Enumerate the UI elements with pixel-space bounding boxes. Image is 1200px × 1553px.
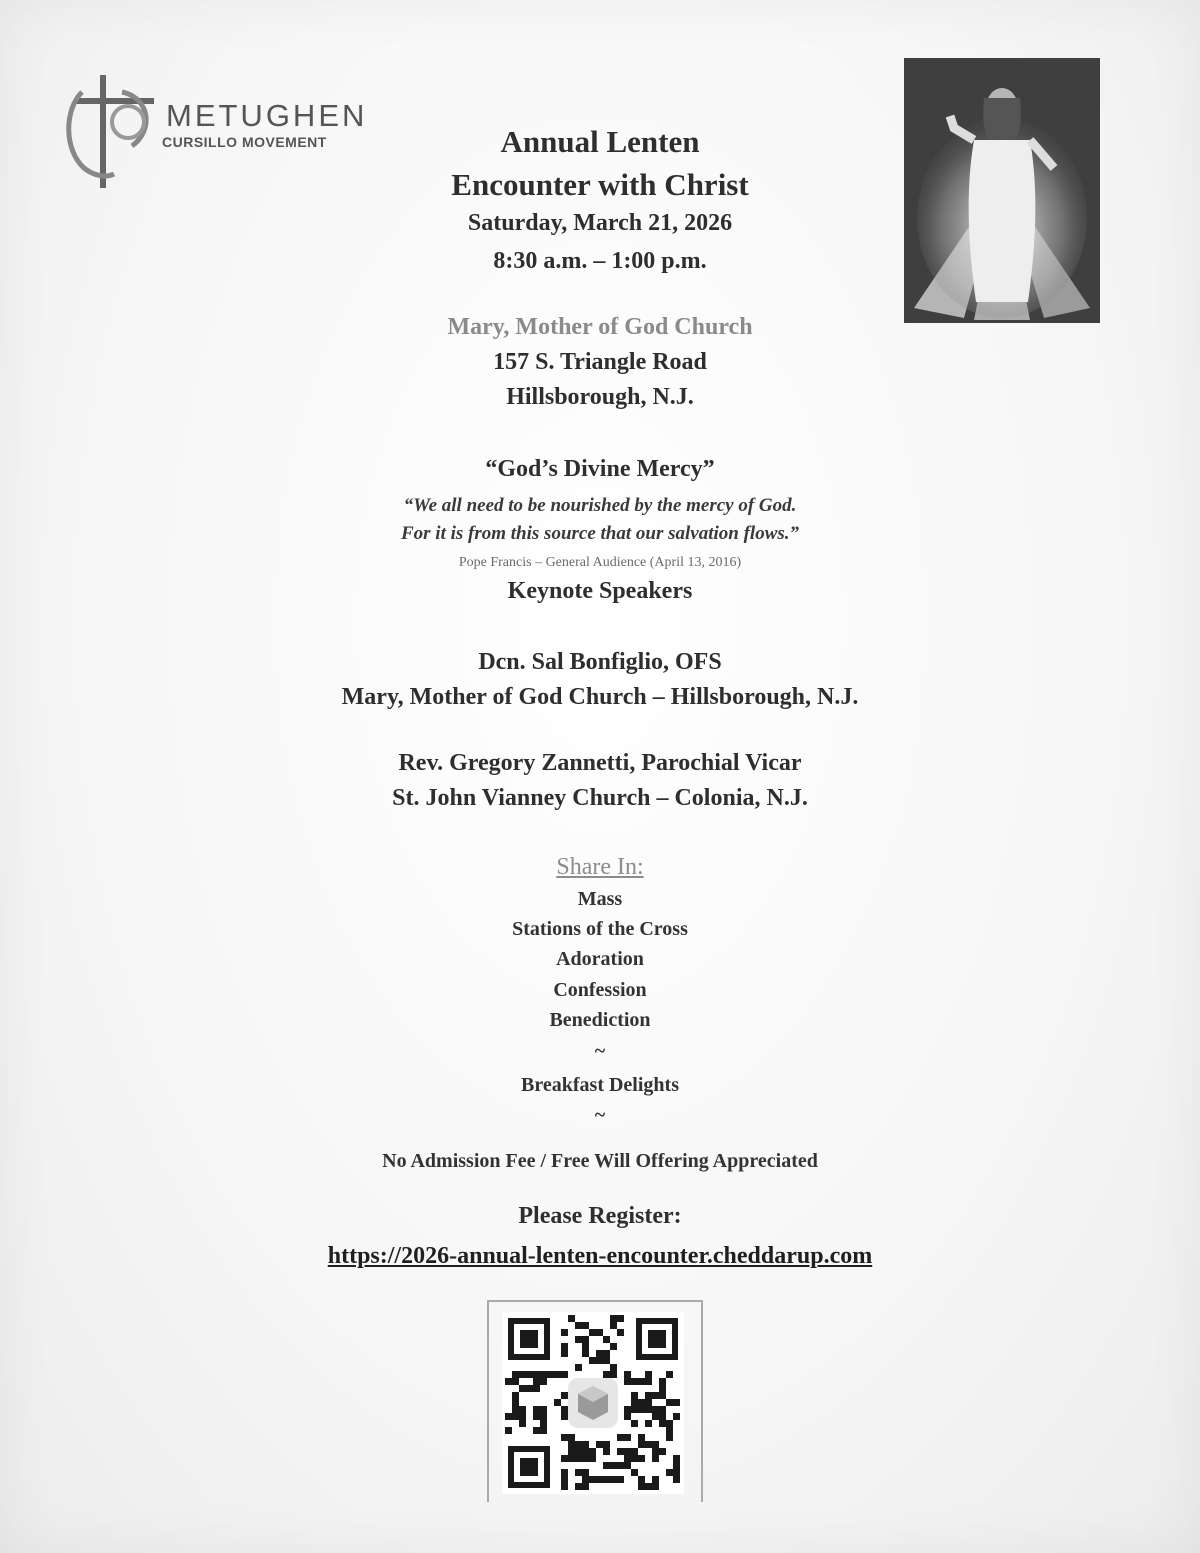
admission-note: No Admission Fee / Free Will Offering Appreciated [382,1150,818,1172]
speaker-2-affiliation: St. John Vianney Church – Colonia, N.J. [392,785,808,811]
share-item-benediction: Benediction [549,1009,651,1031]
speaker-1-name: Dcn. Sal Bonfiglio, OFS [478,649,722,675]
speaker-2-name: Rev. Gregory Zannetti, Parochial Vicar [398,750,802,776]
speakers-heading: Keynote Speakers [507,578,693,604]
share-heading: Share In: [556,854,644,880]
event-title-line1: Annual Lenten [500,124,700,159]
theme-citation: Pope Francis – General Audience (April 13, 2016) [458,555,742,570]
theme-quote-line1: “We all need to be nourished by the mercy of God. [403,495,797,516]
logo-subtitle: CURSILLO MOVEMENT [162,134,327,150]
share-item-mass: Mass [577,888,623,910]
share-item-adoration: Adoration [556,948,644,970]
qr-code-icon[interactable] [502,1312,684,1494]
register-heading: Please Register: [518,1203,682,1229]
event-time: 8:30 a.m. – 1:00 p.m. [493,248,707,274]
share-item-confession: Confession [553,979,647,1001]
venue-street: 157 S. Triangle Road [493,349,707,375]
speaker-1-affiliation: Mary, Mother of God Church – Hillsborough, N.J. [341,684,859,710]
event-title-line2: Encounter with Christ [451,167,749,202]
event-date: Saturday, March 21, 2026 [467,210,733,236]
venue-church: Mary, Mother of God Church [447,314,753,340]
separator-tilde-2: ~ [594,1104,606,1126]
breakfast-line: Breakfast Delights [521,1074,679,1096]
logo-name: METUGHEN [166,98,368,133]
theme-title: “God’s Divine Mercy” [485,456,715,482]
register-link[interactable]: https://2026-annual-lenten-encounter.cheddarup.com [327,1243,873,1269]
venue-city: Hillsborough, N.J. [506,384,694,410]
theme-quote-line2: For it is from this source that our salvation flows.” [400,523,800,544]
share-item-stations: Stations of the Cross [512,918,688,940]
separator-tilde: ~ [594,1040,606,1062]
